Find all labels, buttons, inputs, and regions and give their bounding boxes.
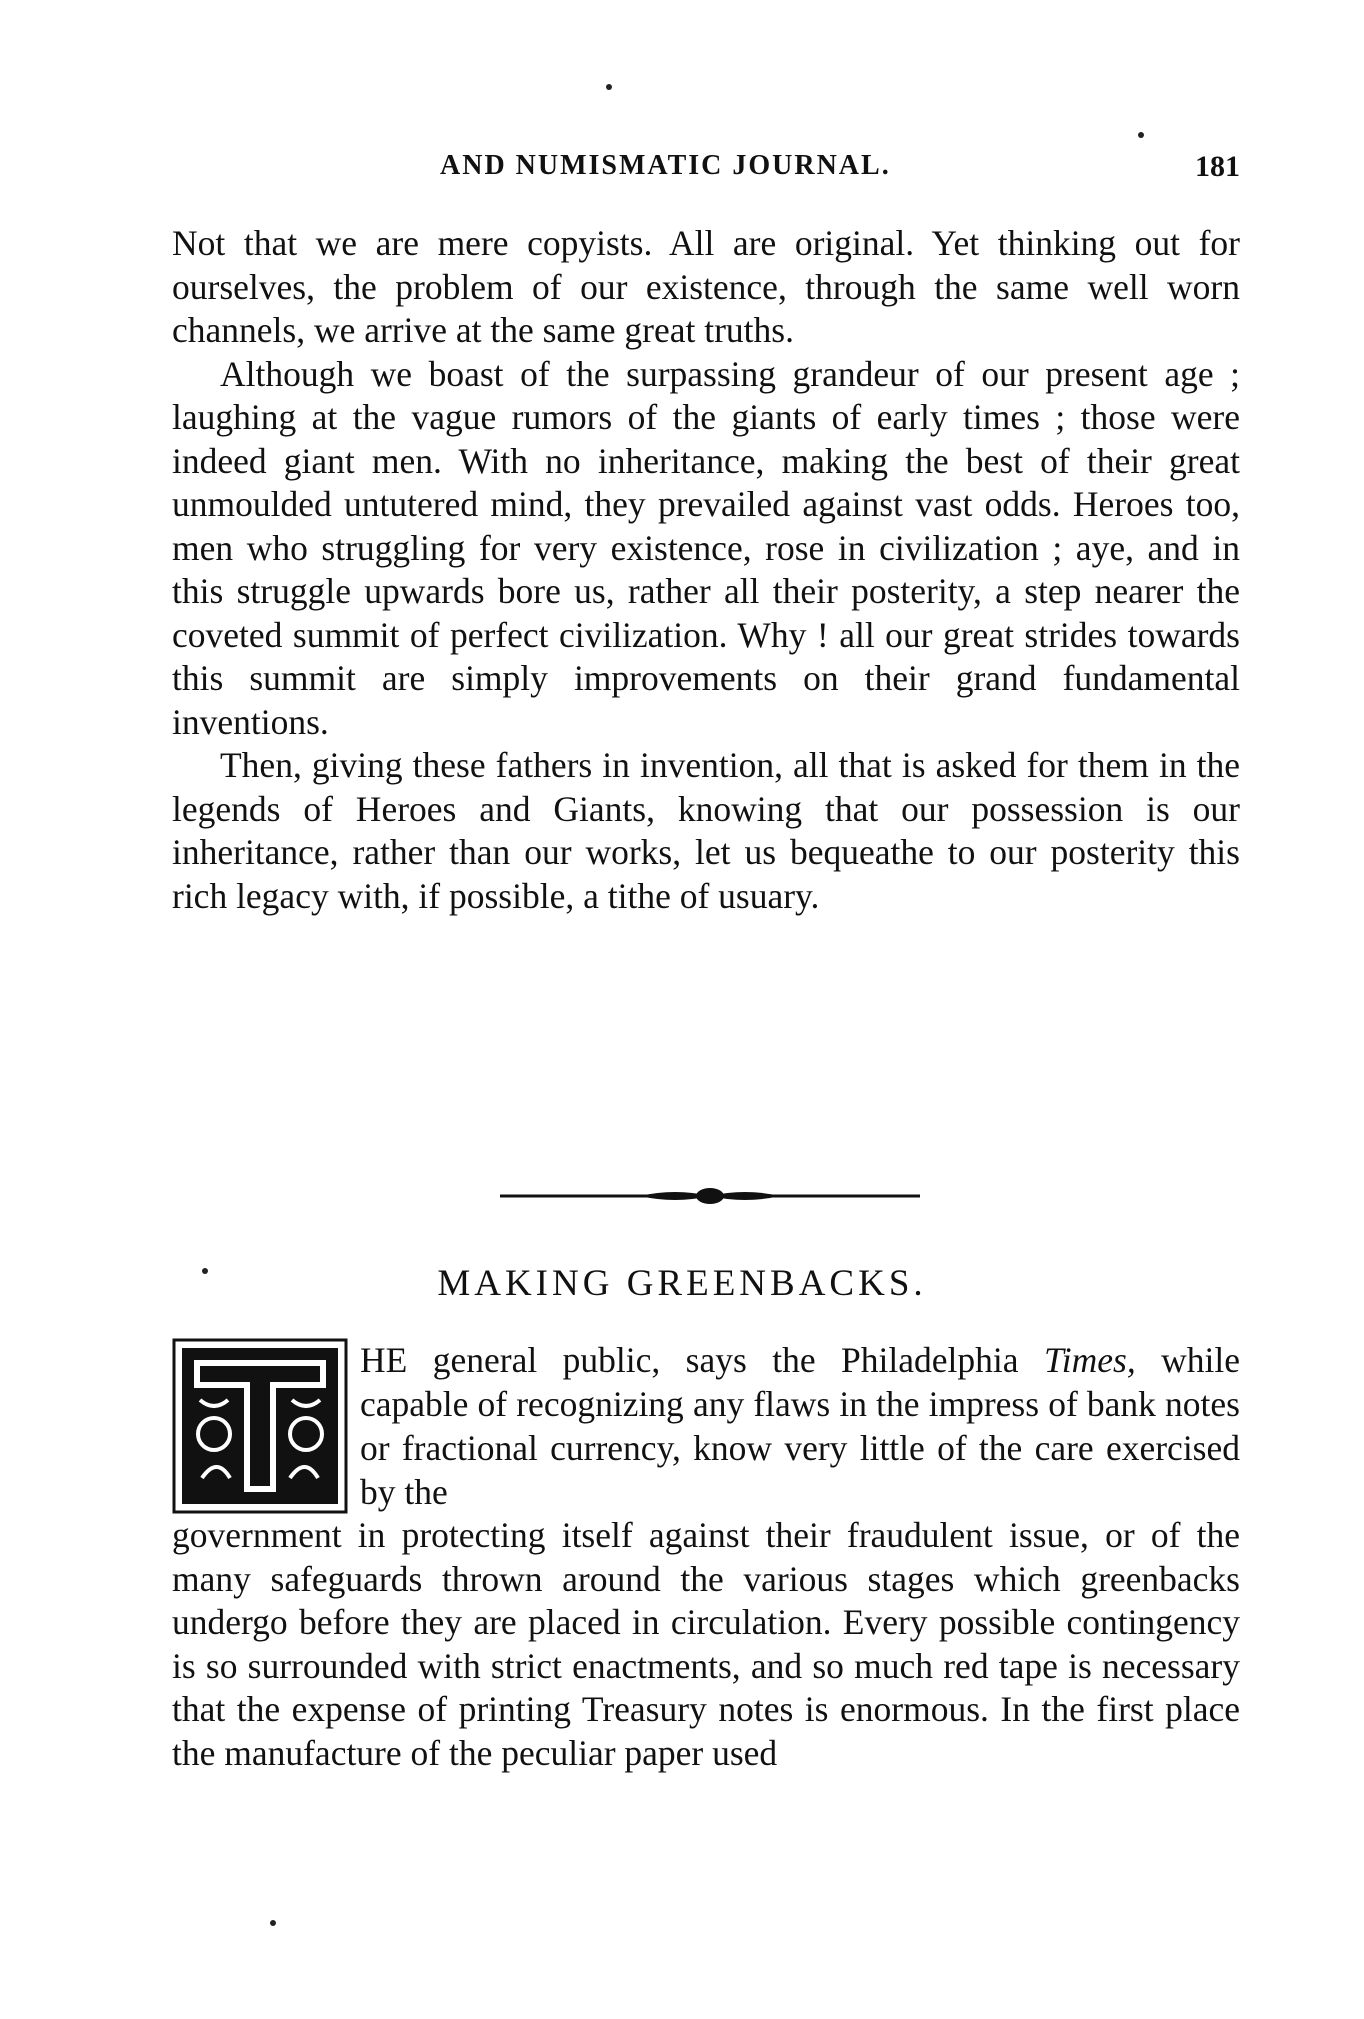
paragraph: Not that we are mere copyists. All are original. Yet thinking out for ourselves, the problem of our existence, through the same well worn channels, we arrive at the same great truths.: [172, 223, 1240, 350]
paragraph: government in protecting itself against their fraudulent issue, or of the many safeguards thrown around the various stages which greenbacks undergo before they are placed in circulation. Every possible contingency is so surrounded with strict enactments, and so much red tape is necessary that the expense of printing Treasury notes is enormous. In the first place the manufacture of the peculiar paper used: [172, 1515, 1240, 1773]
page-header: [440, 150, 1240, 190]
print-speck: [270, 1920, 276, 1926]
ornamental-drop-cap-t: [172, 1338, 348, 1514]
page-number: 181: [1195, 150, 1240, 183]
article-continuation: [172, 222, 1240, 918]
newspaper-name: Times,: [1043, 1340, 1136, 1380]
section-title: MAKING GREENBACKS.: [437, 1263, 927, 1304]
paragraph: Although we boast of the surpassing grandeur of our present age ; laughing at the vague rumors of the giants of early times ; those were indeed giant men. With no inheritance, making the best of their great unmoulded untutered mind, they prevailed against vast odds. Heroes too, men who struggling for very existence, rose in civilization ; aye, and in this struggle upwards bore us, rather all their posterity, a step nearer the coveted summit of perfect civilization. Why ! all our great strides towards this summit are simply improvements on their grand fundamental inventions.: [172, 353, 1240, 742]
drop-cap-text: HE general public, says the Philadelphia: [360, 1340, 1044, 1380]
paragraph: Then, giving these fathers in invention, all that is asked for them in the legends of Heroes and Giants, knowing that our possession is our inheritance, rather than our works, let us bequeathe to our posterity this rich legacy with, if possible, a tithe of usuary.: [172, 745, 1240, 916]
drop-cap-paragraph: [360, 1338, 1240, 1514]
print-speck: [606, 84, 612, 90]
running-title: AND NUMISMATIC JOURNAL.: [440, 150, 891, 181]
drop-cap-rest: while capable of recognizing any flaws in the impress of bank notes or fractional currency, know very little of the care exercised by the: [360, 1340, 1241, 1512]
section-divider-ornament: [500, 1184, 920, 1208]
article-body: [172, 1514, 1240, 1775]
print-speck: [202, 1268, 208, 1274]
print-speck: [1138, 132, 1144, 138]
